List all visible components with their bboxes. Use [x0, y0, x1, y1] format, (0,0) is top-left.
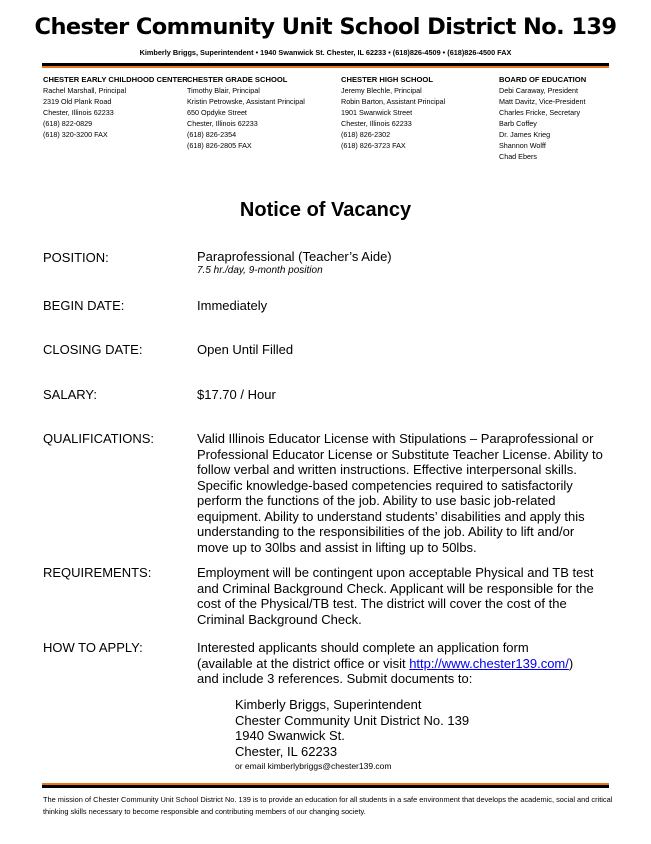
- text-line: [197, 656, 573, 672]
- footer-rule: [42, 785, 609, 788]
- requirements-value: [197, 565, 594, 627]
- column-heading: BOARD OF EDUCATION: [499, 75, 587, 84]
- salary-label: SALARY:: [43, 387, 97, 402]
- col-line: 2319 Old Plank Road: [43, 97, 112, 106]
- qualifications-value: [197, 431, 603, 555]
- text-line: Criminal Background Check.: [197, 611, 362, 627]
- district-contact: Kimberly Briggs, Superintendent • 1940 Swanwick St. Chester, IL 62233 • (618)826-4509 • (618)826-4500 FAX: [139, 48, 512, 57]
- col-line: (618) 826-3723 FAX: [341, 141, 406, 150]
- position-note: 7.5 hr./day, 9-month position: [197, 264, 323, 276]
- text-line: Valid Illinois Educator License with Stipulations – Paraprofessional or: [197, 431, 594, 446]
- col-line: Chad Ebers: [499, 152, 537, 161]
- text-line: Interested applicants should complete an application form: [197, 640, 529, 655]
- notice-title: Notice of Vacancy: [239, 199, 412, 221]
- col-line: Rachel Marshall, Principal: [43, 86, 127, 95]
- text-line: Specific knowledge-based competencies required to satisfactorily: [197, 477, 573, 493]
- column-board: [499, 74, 586, 162]
- text-line: and Criminal Background Check. Applicant will be responsible for the: [197, 580, 594, 596]
- col-line: Kristin Petrowske, Assistant Principal: [187, 97, 305, 106]
- position-value: [197, 249, 392, 277]
- text-line: move up to 30lbs and assist in lifting up to 50lbs.: [197, 539, 477, 555]
- text-line: perform the functions of the job. Ability to use basic job-related: [197, 493, 556, 508]
- requirements-label: REQUIREMENTS:: [43, 565, 152, 580]
- text-line: understanding to the responsibilities of the job. Ability to lift and/or: [197, 524, 575, 539]
- col-line: Jeremy Blechle, Principal: [341, 86, 422, 95]
- col-line: (618) 826-2354: [187, 130, 237, 139]
- address-line: Kimberly Briggs, Superintendent: [235, 697, 422, 712]
- district-website-link[interactable]: http://www.chester139.com/: [409, 655, 569, 671]
- how-to-apply-value: [197, 640, 573, 687]
- column-heading: CHESTER EARLY CHILDHOOD CENTER: [43, 75, 188, 84]
- mailing-address: [235, 697, 469, 775]
- col-line: Matt Davitz, Vice-President: [499, 97, 586, 106]
- text-line: equipment. Ability to understand students’ disabilities and apply this: [197, 508, 585, 524]
- address-line: Chester, IL 62233: [235, 743, 338, 759]
- address-line: 1940 Swanwick St.: [235, 728, 345, 743]
- begin-date-label: BEGIN DATE:: [43, 298, 125, 313]
- col-line: Chester, Illinois 62233: [43, 108, 114, 117]
- salary-value: $17.70 / Hour: [197, 387, 276, 402]
- text-line: follow verbal and written instructions. Effective interpersonal skills.: [197, 462, 577, 477]
- column-early-childhood: [43, 74, 188, 140]
- col-line: (618) 826-2805 FAX: [187, 141, 252, 150]
- closing-date-value: Open Until Filled: [197, 342, 294, 357]
- col-line: (618) 822-0829: [43, 119, 93, 128]
- col-line: (618) 826-2302: [341, 130, 391, 139]
- col-line: Chester, Illinois 62233: [187, 119, 258, 128]
- col-line: Debi Caraway, President: [499, 86, 578, 95]
- qualifications-label: QUALIFICATIONS:: [43, 431, 154, 446]
- column-heading: CHESTER GRADE SCHOOL: [187, 75, 288, 84]
- position-label: POSITION:: [43, 250, 109, 265]
- district-title: Chester Community Unit School District No. 139: [34, 14, 617, 40]
- text-line: cost of the Physical/TB test. The district will cover the cost of the: [197, 596, 567, 611]
- text-line: and include 3 references. Submit documents to:: [197, 671, 473, 686]
- how-to-apply-label: HOW TO APPLY:: [43, 640, 143, 655]
- text-fragment: (available at the district office or visit: [197, 655, 410, 671]
- text-line: Employment will be contingent upon acceptable Physical and TB test: [197, 565, 594, 580]
- mission-statement: The mission of Chester Community Unit School District No. 139 is to provide an education for all students in a safe environment that develops the academic, social and critical thinking skills necessary to become responsible and contributing members of our changing society.: [43, 795, 613, 816]
- col-line: Chester, Illinois 62233: [341, 119, 412, 128]
- header-rule-accent: [42, 66, 609, 68]
- column-heading: CHESTER HIGH SCHOOL: [341, 75, 433, 84]
- text-fragment: ): [568, 655, 574, 671]
- col-line: Charles Fricke, Secretary: [499, 108, 581, 117]
- col-line: 1901 Swanwick Street: [341, 108, 413, 117]
- col-line: Shannon Wolff: [499, 141, 546, 150]
- col-line: (618) 320-3200 FAX: [43, 130, 108, 139]
- column-grade-school: [187, 74, 305, 151]
- column-high-school: [341, 74, 445, 151]
- text-line: Professional Educator License or Substitute Teacher License. Ability to: [197, 446, 603, 462]
- col-line: Dr. James Krieg: [499, 130, 551, 139]
- col-line: Timothy Blair, Principal: [187, 86, 260, 95]
- closing-date-label: CLOSING DATE:: [43, 342, 143, 357]
- position-title: Paraprofessional (Teacher’s Aide): [197, 249, 392, 264]
- col-line: Robin Barton, Assistant Principal: [341, 97, 446, 106]
- begin-date-value: Immediately: [197, 298, 268, 313]
- address-line: Chester Community Unit District No. 139: [235, 712, 470, 728]
- col-line: Barb Coffey: [499, 119, 537, 128]
- email-line: or email kimberlybriggs@chester139.com: [235, 761, 392, 771]
- col-line: 650 Opdyke Street: [187, 108, 247, 117]
